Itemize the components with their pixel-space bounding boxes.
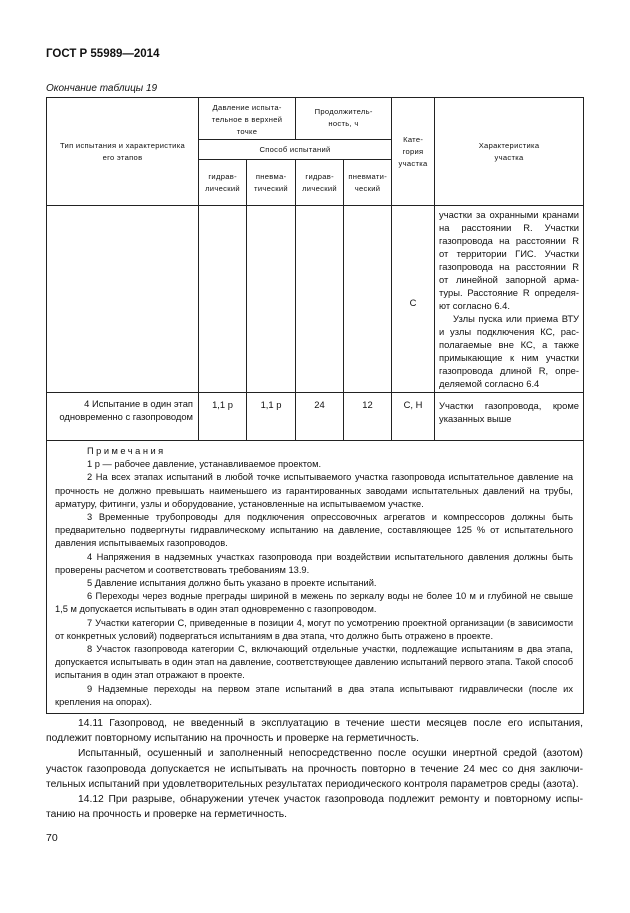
header-pressure: Давление испытательное в верхней точке bbox=[199, 98, 296, 140]
header-duration: Продолжительность, ч bbox=[296, 98, 392, 140]
page-number: 70 bbox=[46, 832, 58, 844]
note-item: 9 Надземные переходы на первом этапе испытаний в два этапа испытывают гидравлически (после их крепления на опорах). bbox=[55, 683, 574, 707]
note-item: 6 Переходы через водные преграды шириной в межень по зеркалу воды не более 10 м и глубиной не свыше 1,5 м допускается испытывать в один этап одновременно с газопроводом. bbox=[55, 591, 574, 615]
header-pressure-pneumatic: пневматический bbox=[247, 160, 296, 206]
header-method: Способ испытаний bbox=[199, 140, 392, 160]
row1-category: С bbox=[392, 206, 435, 393]
row1-characteristic-p2: Узлы пуска или приема ВТУ и узлы подключения КС, располагаемые вне КС, а также примыкающие к ним участки газопровода длиной R, определяемой согласно 6.4 bbox=[439, 313, 580, 389]
header-category: Категория участка bbox=[392, 98, 435, 206]
notes-row bbox=[47, 441, 584, 714]
body-text bbox=[46, 716, 583, 822]
row1-characteristic bbox=[435, 206, 584, 393]
row2-category: С, Н bbox=[392, 393, 435, 441]
row1-characteristic-p1: участки за охранными кранами на расстоянии R. Участки газопровода на расстоянии R от территории ГИС. Участки газопровода на расстоянии R от линейной запорной арматуры. Расстояние R определяют согласно 6.4. bbox=[439, 209, 580, 311]
table-19 bbox=[46, 97, 584, 714]
notes-title: Примечания bbox=[87, 446, 166, 456]
paragraph-14-11: 14.11 Газопровод, не введенный в эксплуатацию в течение шести месяцев после его испытания, подлежит повторному испытанию на прочность и проверке на герметичность. bbox=[46, 718, 583, 745]
document-header: ГОСТ Р 55989—2014 bbox=[46, 48, 160, 60]
table-caption: Окончание таблицы 19 bbox=[46, 83, 158, 94]
note-item: 2 На всех этапах испытаний в любой точке испытываемого участка газопровода испытательное давление на прочность не должно превышать наименьшего из гарантированных заводами испытательных давлений на трубы, арматуру, фитинги, узлы и оборудование, установленные на испытываемом участке. bbox=[55, 472, 574, 509]
note-item: 5 Давление испытания должно быть указано в проекте испытаний. bbox=[87, 578, 377, 589]
header-pressure-hydraulic: гидравлический bbox=[199, 160, 247, 206]
row1-type bbox=[47, 206, 199, 393]
row1-p-pneumatic bbox=[247, 206, 296, 393]
row1-t-hydraulic bbox=[296, 206, 344, 393]
row1-t-pneumatic bbox=[344, 206, 392, 393]
paragraph-tested-section: Испытанный, осушенный и заполненный непосредственно после осушки инертной средой (азотом) участок газопровода допускается не испытывать на прочность повторно в течение 24 мес со дня заключительных испытаний при удовлетворительных результатах периодического контроля параметров среды (азота). bbox=[46, 748, 583, 790]
row2-characteristic: Участки газопровода, кроме указанных выше bbox=[435, 393, 584, 441]
header-duration-pneumatic: пневматический bbox=[344, 160, 392, 206]
row2-t-hydraulic: 24 bbox=[296, 393, 344, 441]
header-test-type: Тип испытания и характеристика его этапов bbox=[47, 98, 199, 206]
table-row bbox=[47, 393, 584, 441]
note-item: 7 Участки категории С, приведенные в позиции 4, могут по усмотрению проектной организации (в зависимости от конкретных условий) подвергаться испытаниям в два этапа, что должно быть отражено в проекте. bbox=[55, 617, 574, 641]
row2-p-pneumatic: 1,1 p bbox=[247, 393, 296, 441]
table-notes bbox=[47, 441, 584, 714]
row2-p-hydraulic: 1,1 p bbox=[199, 393, 247, 441]
header-duration-hydraulic: гидравлический bbox=[296, 160, 344, 206]
note-item: 4 Напряжения в надземных участках газопровода при воздействии испытательного давления должны быть проверены расчетом и соответствовать требованиям 13.9. bbox=[55, 551, 574, 575]
note-item: 1 p — рабочее давление, устанавливаемое проектом. bbox=[87, 459, 322, 470]
table-row bbox=[47, 206, 584, 393]
row2-type: 4 Испытание в один этап одновременно с газопроводом bbox=[47, 393, 199, 441]
note-item: 8 Участок газопровода категории С, включающий отдельные участки, подлежащие испытаниям в два этапа, допускается испытывать в один этап на давление, соответствующее давлению испытаний первого этапа. Такой способ испытания в один этап отражают в проекте. bbox=[55, 644, 574, 681]
header-characteristic: Характеристика участка bbox=[435, 98, 584, 206]
paragraph-14-12: 14.12 При разрыве, обнаружении утечек участок газопровода подлежит ремонту и повторному испытанию на прочность и проверке на герметичность. bbox=[46, 794, 583, 821]
row1-p-hydraulic bbox=[199, 206, 247, 393]
note-item: 3 Временные трубопроводы для подключения опрессовочных агрегатов и компрессоров должны быть предварительно подвергнуты гидравлическому испытанию на давление, составляющее 125 % от испытательного давления испытываемых газопроводов. bbox=[55, 512, 574, 549]
row2-t-pneumatic: 12 bbox=[344, 393, 392, 441]
